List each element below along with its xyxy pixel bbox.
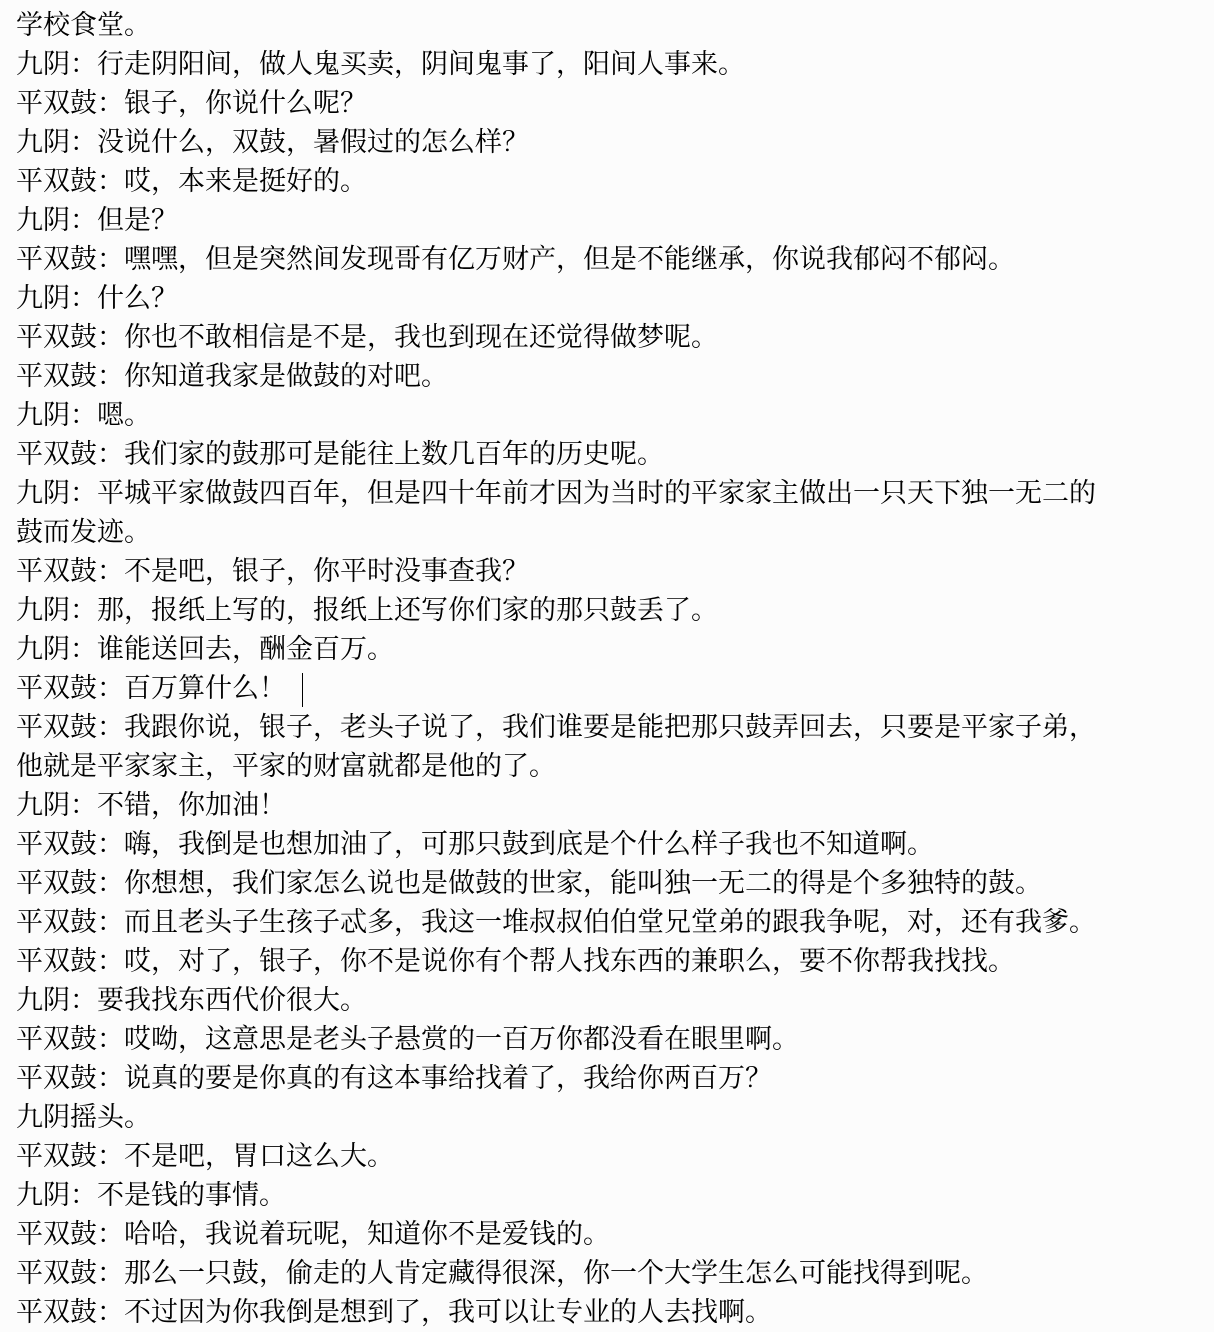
text-line: 平双鼓：你想想，我们家怎么说也是做鼓的世家，能叫独一无二的得是个多独特的鼓。	[16, 868, 1042, 899]
text-line: 鼓而发迹。	[16, 517, 151, 548]
text-line: 平双鼓：那么一只鼓，偷走的人肯定藏得很深，你一个大学生怎么可能找得到呢。	[16, 1258, 988, 1289]
text-line: 九阴：行走阴阳间，做人鬼买卖，阴间鬼事了，阳间人事来。	[16, 49, 745, 80]
text-line: 平双鼓：银子，你说什么呢？	[16, 88, 367, 119]
text-line: 平双鼓：你知道我家是做鼓的对吧。	[16, 361, 448, 392]
text-line: 平双鼓：不是吧，胃口这么大。	[16, 1141, 394, 1172]
text-line: 平双鼓：哎，本来是挺好的。	[16, 166, 367, 197]
text-line: 九阴：没说什么，双鼓，暑假过的怎么样？	[16, 127, 529, 158]
text-line: 平双鼓：我跟你说，银子，老头子说了，我们谁要是能把那只鼓弄回去，只要是平家子弟，	[16, 712, 1096, 743]
text-line: 平双鼓：我们家的鼓那可是能往上数几百年的历史呢。	[16, 439, 664, 470]
text-caret	[302, 673, 303, 707]
text-line: 九阴：但是？	[16, 205, 178, 236]
text-line: 平双鼓：哎呦，这意思是老头子悬赏的一百万你都没看在眼里啊。	[16, 1024, 799, 1055]
text-line: 九阴摇头。	[16, 1102, 151, 1133]
text-line: 他就是平家家主，平家的财富就都是他的了。	[16, 751, 556, 782]
text-line: 九阴：不错，你加油！	[16, 790, 286, 821]
text-line: 九阴：不是钱的事情。	[16, 1180, 286, 1211]
text-line: 九阴：那，报纸上写的，报纸上还写你们家的那只鼓丢了。	[16, 595, 718, 626]
text-line: 九阴：嗯。	[16, 400, 151, 431]
text-line: 九阴：要我找东西代价很大。	[16, 985, 367, 1016]
text-line: 九阴：谁能送回去，酬金百万。	[16, 634, 394, 665]
text-line: 平双鼓：嘿嘿，但是突然间发现哥有亿万财产，但是不能继承，你说我郁闷不郁闷。	[16, 244, 1015, 275]
text-line: 平双鼓：嗨，我倒是也想加油了，可那只鼓到底是个什么样子我也不知道啊。	[16, 829, 934, 860]
text-line-with-caret[interactable]	[16, 669, 1206, 708]
text-line: 平双鼓：不是吧，银子，你平时没事查我？	[16, 556, 529, 587]
text-line: 平双鼓：不过因为你我倒是想到了，我可以让专业的人去找啊。	[16, 1297, 772, 1328]
document-body	[16, 6, 1206, 1332]
text-line: 平双鼓：哎，对了，银子，你不是说你有个帮人找东西的兼职么，要不你帮我找找。	[16, 946, 1015, 977]
text-line: 平双鼓：你也不敢相信是不是，我也到现在还觉得做梦呢。	[16, 322, 718, 353]
text-line-content: 平双鼓：百万算什么！	[16, 673, 286, 704]
text-line: 平双鼓：哈哈，我说着玩呢，知道你不是爱钱的。	[16, 1219, 610, 1250]
text-line: 学校食堂。	[16, 10, 151, 41]
text-line: 平双鼓：而且老头子生孩子忒多，我这一堆叔叔伯伯堂兄堂弟的跟我争呢，对，还有我爹。	[16, 907, 1096, 938]
text-line: 九阴：平城平家做鼓四百年，但是四十年前才因为当时的平家家主做出一只天下独一无二的	[16, 478, 1096, 509]
text-line: 九阴：什么？	[16, 283, 178, 314]
text-line: 平双鼓：说真的要是你真的有这本事给找着了，我给你两百万？	[16, 1063, 772, 1094]
